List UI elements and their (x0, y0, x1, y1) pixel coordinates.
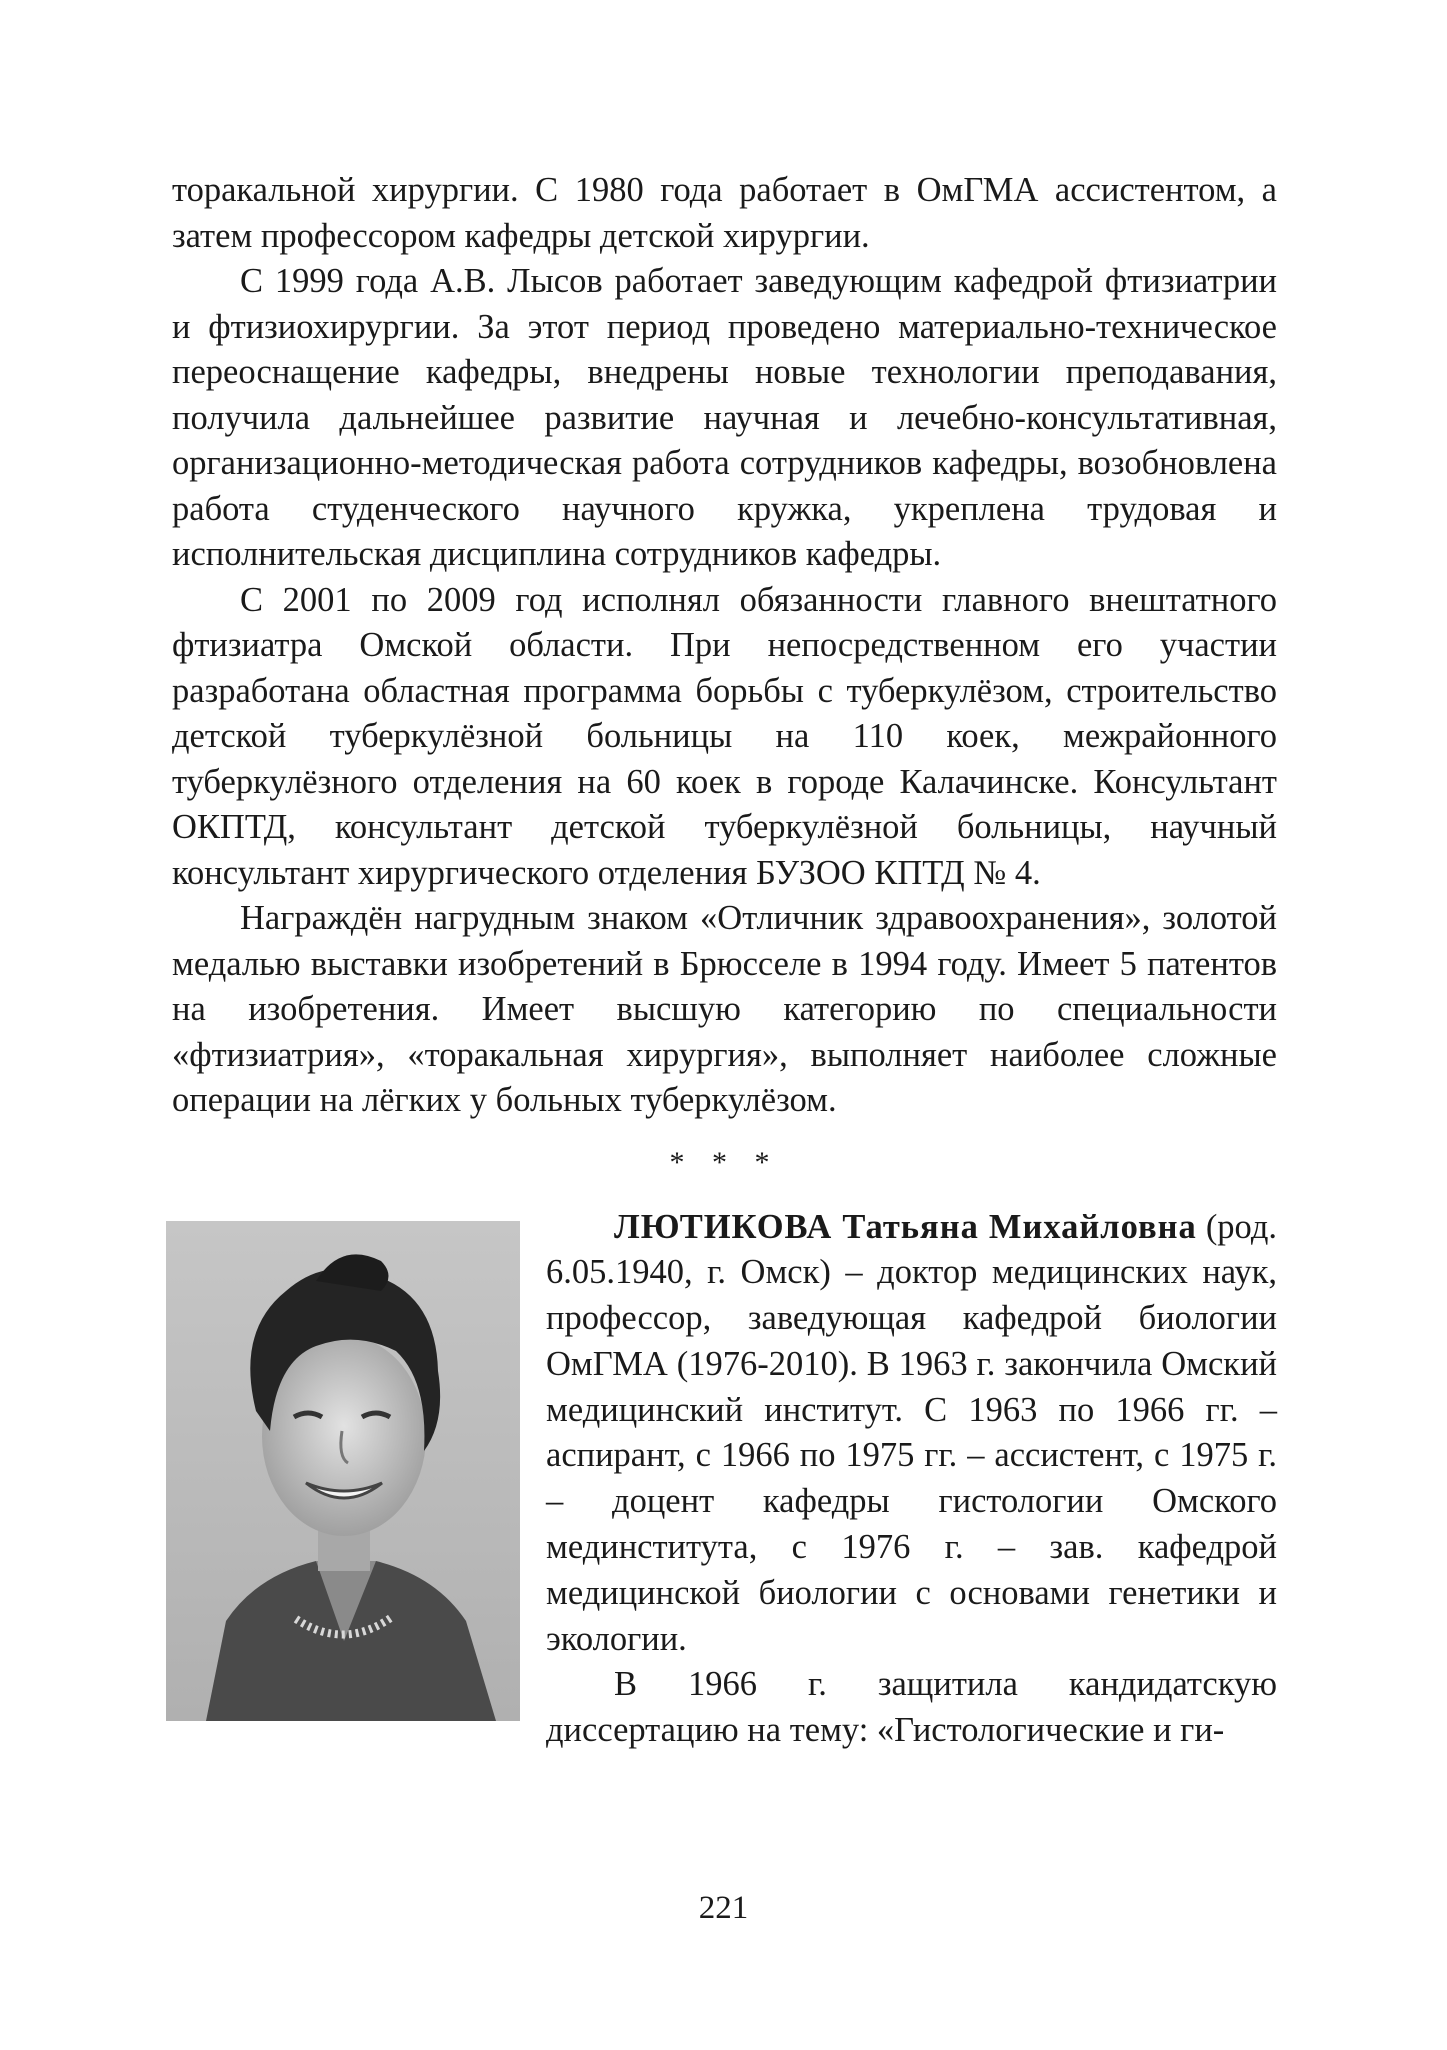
paragraph-chief-phthisiatrician: С 2001 по 2009 год исполнял обязанности главного внештатного фтизиатра Омской области. При непосредственном его участии разработана областная программа борьбы с туберкулёзом, строительство детской туберкулёзной больницы на 110 коек, межрайонного туберкулёзного отделения на 60 коек в городе Калачинске. Консультант ОКПТД, консультант детской туберкулёзной больницы, научный консультант хирургического отделения БУЗОО КПТД № 4. (172, 580, 1277, 892)
page-number: 221 (698, 1890, 749, 1926)
biography-section (172, 1205, 1277, 1765)
biography-paragraph-1 (546, 1205, 1277, 1663)
biography-details: (род. 6.05.1940, г. Омск) – доктор медицинских наук, профессор, заведующая кафедрой биологии ОмГМА (1976-2010). В 1963 г. закончила Омский медицинский институт. С 1963 по 1966 гг. – аспирант, с 1966 по 1975 гг. – ассистент, с 1975 г. – доцент кафедры гистологии Омского мединститута, с 1976 г. – зав. кафедрой медицинской биологии с основами генетики и экологии. (546, 1207, 1277, 1658)
person-name: ЛЮТИКОВА Татьяна Михайловна (614, 1207, 1197, 1246)
section-separator: * * * (669, 1145, 780, 1179)
biography-text (546, 1205, 1277, 1755)
page-content (172, 168, 1277, 1765)
paragraph-awards: Награждён нагрудным знаком «Отличник здравоохранения», золотой медалью выставки изобретений в Брюсселе в 1994 году. Имеет 5 патентов на изобретения. Имеет высшую категорию по специальности «фтизиатрия», «торакальная хирургия», выполняет наиболее сложные операции на лёгких у больных туберкулёзом. (172, 899, 1277, 1119)
biography-paragraph-2: В 1966 г. защитила кандидатскую диссертацию на тему: «Гистологические и ги- (546, 1665, 1277, 1750)
paragraph-department-head: С 1999 года А.В. Лысов работает заведующим кафедрой фтизиатрии и фтизиохирургии. За этот период проведено материально-техническое переоснащение кафедры, внедрены новые технологии преподавания, получила дальнейшее развитие научная и лечебно-консультативная, организационно-методическая работа сотрудников кафедры, возобновлена работа студенческого научного кружка, укреплена трудовая и исполнительская дисциплина сотрудников кафедры. (172, 262, 1277, 573)
portrait-photo (166, 1221, 520, 1721)
paragraph-continuation: торакальной хирургии. С 1980 года работает в ОмГМА ассистентом, а затем профессором кафедры детской хирургии. (172, 171, 1277, 255)
